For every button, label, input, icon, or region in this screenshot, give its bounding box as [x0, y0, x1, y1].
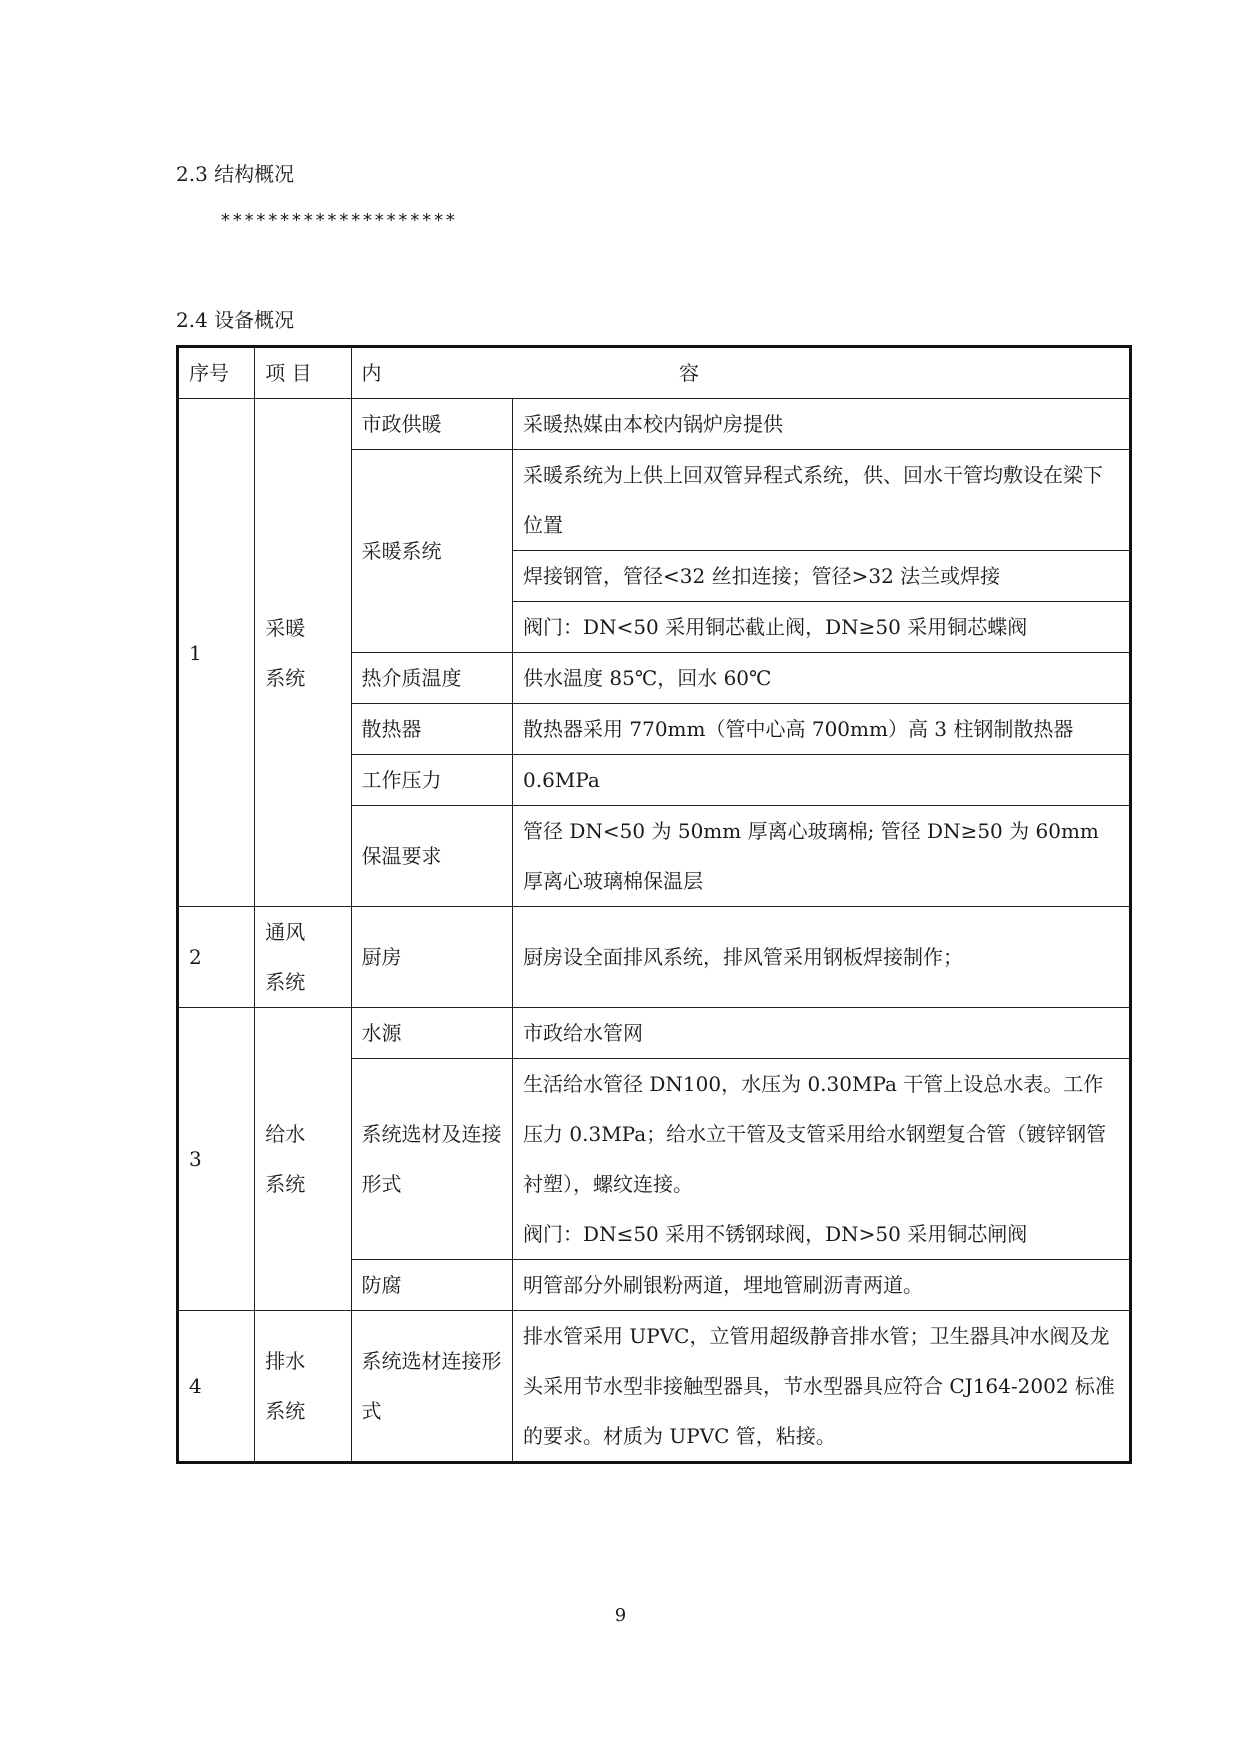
row-subitem: 市政供暖 — [351, 399, 513, 450]
row-description: 采暖热媒由本校内锅炉房提供 — [513, 399, 1131, 450]
row-subitem: 散热器 — [351, 704, 513, 755]
row-subitem: 防腐 — [351, 1260, 513, 1311]
row-subitem: 系统选材连接形式 — [351, 1311, 513, 1463]
row-subitem: 采暖系统 — [351, 450, 513, 653]
row-subitem: 工作压力 — [351, 755, 513, 806]
row-subitem: 保温要求 — [351, 806, 513, 907]
row-number: 1 — [178, 399, 255, 907]
header-content — [351, 347, 1130, 399]
table-row — [178, 907, 1131, 1008]
row-item: 排水 系统 — [255, 1311, 351, 1463]
row-description: 0.6MPa — [513, 755, 1131, 806]
row-description: 明管部分外刷银粉两道，埋地管刷沥青两道。 — [513, 1260, 1131, 1311]
row-description: 散热器采用 770mm（管中心高 700mm）高 3 柱钢制散热器 — [513, 704, 1131, 755]
table-row — [178, 1008, 1131, 1059]
row-subitem: 厨房 — [351, 907, 513, 1008]
row-subitem: 系统选材及连接形式 — [351, 1059, 513, 1260]
row-number: 4 — [178, 1311, 255, 1463]
row-item: 通风 系统 — [255, 907, 351, 1008]
header-item: 项 目 — [255, 347, 351, 399]
equipment-table — [176, 345, 1132, 1464]
header-no: 序号 — [178, 347, 255, 399]
row-subitem: 热介质温度 — [351, 653, 513, 704]
table-header-row — [178, 347, 1131, 399]
row-number: 3 — [178, 1008, 255, 1311]
row-description: 生活给水管径 DN100，水压为 0.30MPa 干管上设总水表。工作压力 0.3MPa；给水立干管及支管采用给水钢塑复合管（镀锌钢管衬塑），螺纹连接。 阀门：DN≤50 采用不锈钢球阀，DN>50 采用铜芯闸阀 — [513, 1059, 1131, 1260]
header-content-right: 容 — [679, 361, 699, 385]
page-number: 9 — [614, 1605, 627, 1626]
row-description: 采暖系统为上供上回双管异程式系统，供、回水干管均敷设在梁下位置 — [513, 450, 1131, 551]
table-row — [178, 399, 1131, 450]
row-description: 阀门：DN<50 采用铜芯截止阀，DN≥50 采用铜芯蝶阀 — [513, 602, 1131, 653]
row-item: 采暖 系统 — [255, 399, 351, 907]
section-heading-2-3: 2.3 结构概况 — [176, 162, 295, 186]
row-number: 2 — [178, 907, 255, 1008]
row-item: 给水 系统 — [255, 1008, 351, 1311]
table-row — [178, 1311, 1131, 1463]
section-heading-2-4: 2.4 设备概况 — [176, 308, 295, 332]
header-content-left: 内 — [361, 361, 382, 385]
row-description: 市政给水管网 — [513, 1008, 1131, 1059]
row-description: 管径 DN<50 为 50mm 厚离心玻璃棉; 管径 DN≥50 为 60mm 厚离心玻璃棉保温层 — [513, 806, 1131, 907]
row-description: 排水管采用 UPVC，立管用超级静音排水管；卫生器具冲水阀及龙头采用节水型非接触型器具，节水型器具应符合 CJ164-2002 标准的要求。材质为 UPVC 管，粘接。 — [513, 1311, 1131, 1463]
section-2-3-content: ******************** — [220, 210, 457, 231]
row-subitem: 水源 — [351, 1008, 513, 1059]
row-description: 供水温度 85℃，回水 60℃ — [513, 653, 1131, 704]
row-description: 厨房设全面排风系统，排风管采用钢板焊接制作； — [513, 907, 1131, 1008]
row-description: 焊接钢管，管径<32 丝扣连接；管径>32 法兰或焊接 — [513, 551, 1131, 602]
